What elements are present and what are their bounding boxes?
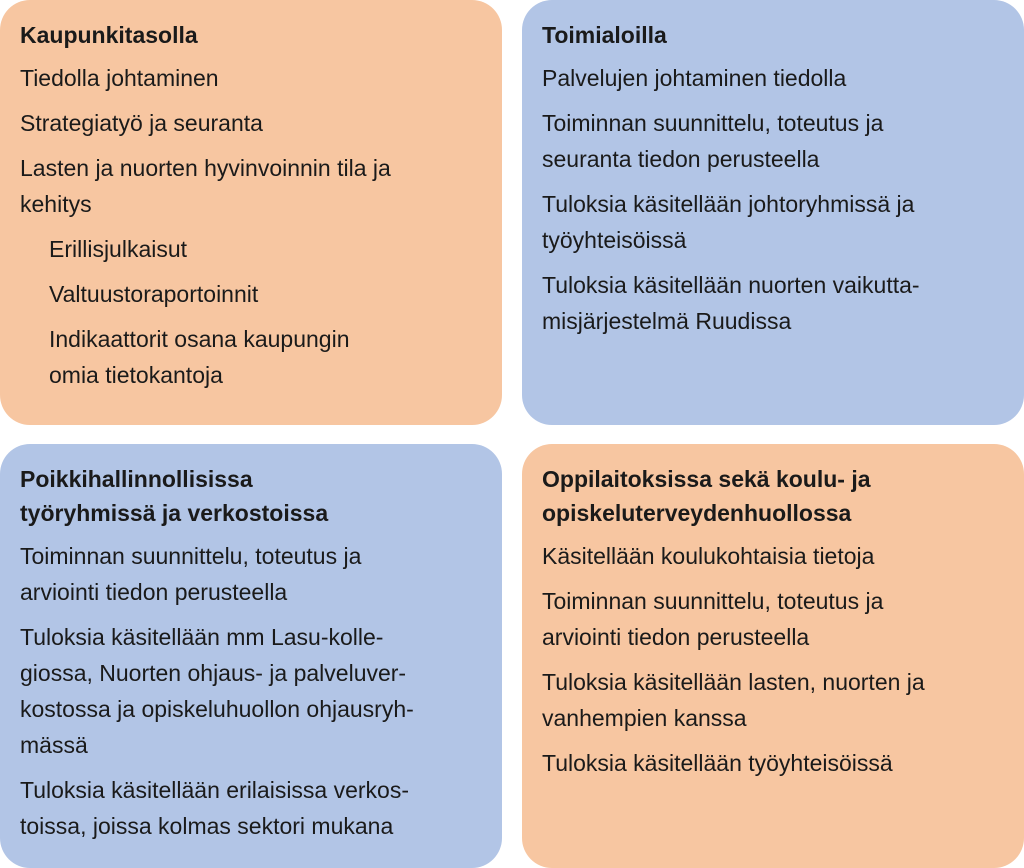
list-subitem: Indikaattorit osana kaupungin omia tietokantoja — [49, 326, 350, 388]
item-list — [20, 538, 482, 844]
list-item: Käsitellään koulukohtaisia tietoja — [542, 543, 875, 569]
panel-toimialoilla — [522, 0, 1024, 425]
list-item: Tuloksia käsitellään mm Lasu-kolle- giossa, Nuorten ohjaus- ja palveluver- kostossa ja opiskeluhuollon ohjausryh- mässä — [20, 624, 414, 758]
list-item: Lasten ja nuorten hyvinvoinnin tila ja kehitys — [20, 155, 391, 217]
list-item: Tuloksia käsitellään johtoryhmissä ja työyhteisöissä — [542, 191, 915, 253]
panel-title: Kaupunkitasolla — [20, 22, 198, 48]
list-subitem: Valtuustoraportoinnit — [49, 281, 259, 307]
panel-poikkihallinnollisissa — [0, 444, 502, 868]
list-item: Toiminnan suunnittelu, toteutus ja arviointi tiedon perusteella — [542, 588, 884, 650]
list-item: Tuloksia käsitellään nuorten vaikutta- misjärjestelmä Ruudissa — [542, 272, 920, 334]
item-list — [20, 60, 482, 393]
list-item: Toiminnan suunnittelu, toteutus ja seuranta tiedon perusteella — [542, 110, 884, 172]
list-item: Tiedolla johtaminen — [20, 65, 219, 91]
item-list — [542, 538, 1004, 781]
list-item: Toiminnan suunnittelu, toteutus ja arviointi tiedon perusteella — [20, 543, 362, 605]
panel-oppilaitoksissa — [522, 444, 1024, 868]
panel-title: Toimialoilla — [542, 22, 667, 48]
item-list — [542, 60, 1004, 339]
list-item: Tuloksia käsitellään lasten, nuorten ja vanhempien kanssa — [542, 669, 925, 731]
panel-kaupunkitasolla — [0, 0, 502, 425]
panel-title: Poikkihallinnollisissa työryhmissä ja verkostoissa — [20, 466, 329, 526]
list-item: Tuloksia käsitellään erilaisissa verkos- toissa, joissa kolmas sektori mukana — [20, 777, 410, 839]
list-item: Strategiatyö ja seuranta — [20, 110, 263, 136]
list-subitem: Erillisjulkaisut — [49, 236, 188, 262]
panel-title: Oppilaitoksissa sekä koulu- ja opiskeluterveydenhuollossa — [542, 466, 871, 526]
list-item: Tuloksia käsitellään työyhteisöissä — [542, 750, 893, 776]
list-item: Palvelujen johtaminen tiedolla — [542, 65, 847, 91]
